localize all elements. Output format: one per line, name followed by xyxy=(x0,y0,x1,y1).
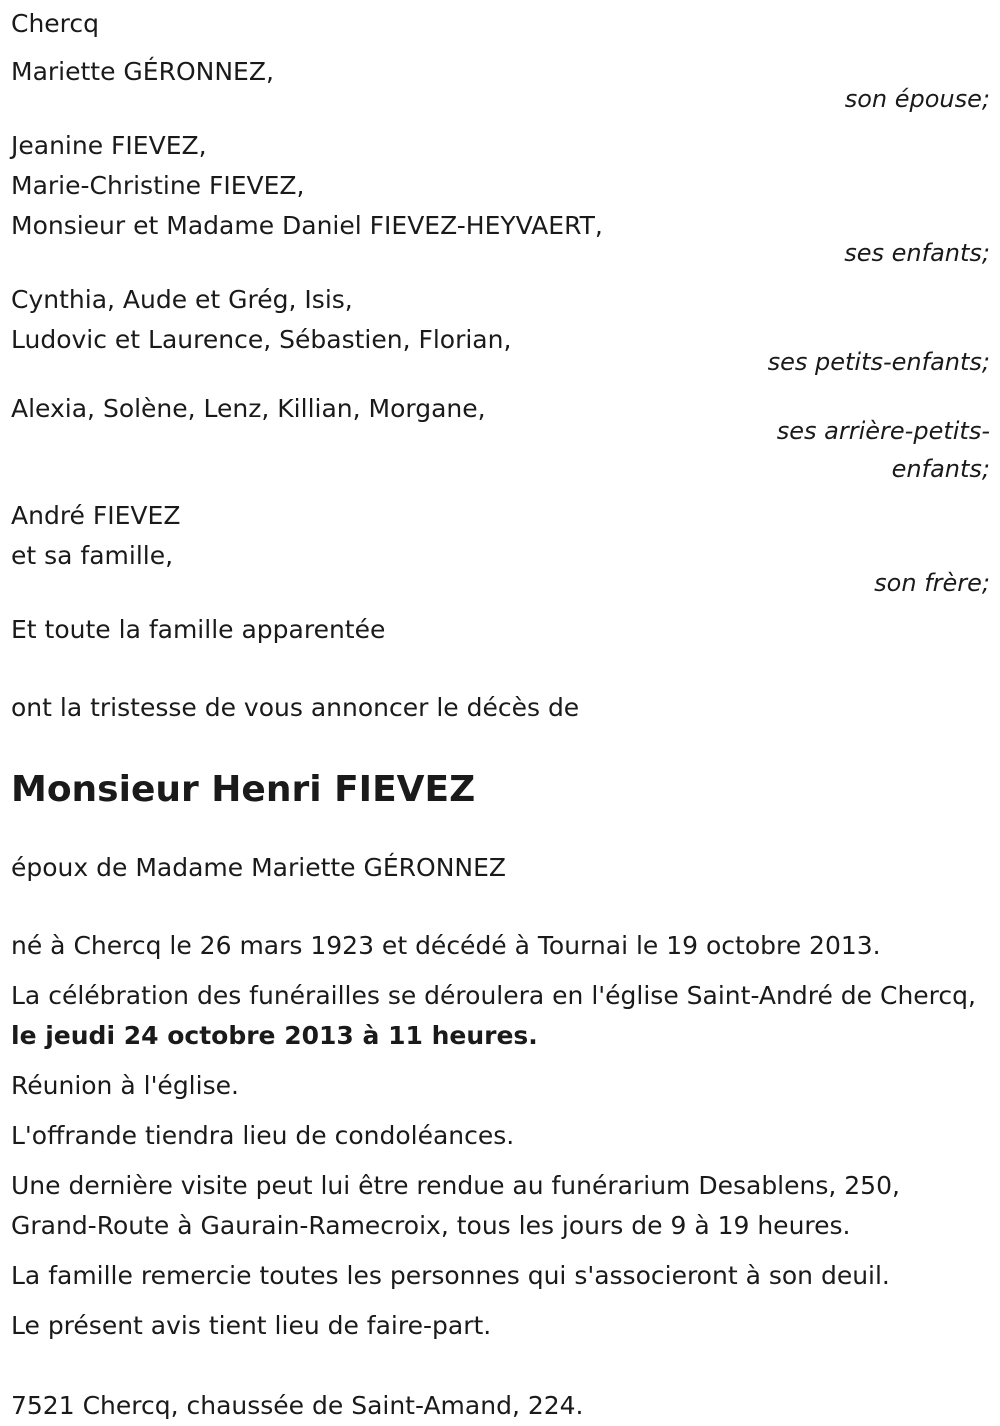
family-name-line: Marie-Christine FIEVEZ, xyxy=(11,171,305,200)
spouse-block xyxy=(11,52,990,118)
relation-label: ses arrière-petits- xyxy=(776,417,990,445)
offering-line: L'offrande tiendra lieu de condoléances. xyxy=(11,1121,515,1150)
family-name-line: Cynthia, Aude et Grég, Isis, xyxy=(11,285,353,314)
family-name-line: Monsieur et Madame Daniel FIEVEZ-HEYVAERT, xyxy=(11,211,603,240)
obituary-notice xyxy=(11,4,990,1426)
funeral-date: le jeudi 24 octobre 2013 à 11 heures. xyxy=(11,1021,538,1050)
announcement-intro: ont la tristesse de vous annoncer le décès de xyxy=(11,693,580,722)
grandchildren-block xyxy=(11,280,990,381)
visit-paragraph: Une dernière visite peut lui être rendue au funérarium Desablens, 250, Grand-Route à Gaurain-Ramecroix, tous les jours de 9 à 19 heures. xyxy=(11,1171,900,1240)
family-name-line: Mariette GÉRONNEZ, xyxy=(11,57,274,86)
family-name-line: Jeanine FIEVEZ, xyxy=(11,131,207,160)
spouse-of-line: époux de Madame Mariette GÉRONNEZ xyxy=(11,853,507,882)
relation-label: son épouse; xyxy=(844,85,990,113)
place-header: Chercq xyxy=(11,9,100,38)
thanks-line: La famille remercie toutes les personnes qui s'associeront à son deuil. xyxy=(11,1261,890,1290)
meeting-line: Réunion à l'église. xyxy=(11,1071,239,1100)
family-name-line: Ludovic et Laurence, Sébastien, Florian, xyxy=(11,325,512,354)
funeral-text: La célébration des funérailles se déroulera en l'église Saint-André de Chercq, xyxy=(11,981,976,1010)
brother-block xyxy=(11,496,990,602)
children-block xyxy=(11,126,990,272)
family-name-line: André FIEVEZ xyxy=(11,501,181,530)
relation-label: ses enfants; xyxy=(844,239,990,267)
family-name-line: et sa famille, xyxy=(11,541,174,570)
family-name-line: Alexia, Solène, Lenz, Killian, Morgane, xyxy=(11,394,486,423)
deceased-name: Monsieur Henri FIEVEZ xyxy=(11,769,476,810)
notice-line: Le présent avis tient lieu de faire-part. xyxy=(11,1311,492,1340)
relation-label: ses petits-enfants; xyxy=(767,348,990,376)
great-grandchildren-block xyxy=(11,389,990,488)
relation-label-continued: enfants; xyxy=(891,455,990,483)
extended-family-line: Et toute la famille apparentée xyxy=(11,615,386,644)
funeral-paragraph xyxy=(11,976,990,1056)
address-line: 7521 Chercq, chaussée de Saint-Amand, 224. xyxy=(11,1391,584,1420)
relation-label: son frère; xyxy=(874,569,990,597)
birth-death-line: né à Chercq le 26 mars 1923 et décédé à Tournai le 19 octobre 2013. xyxy=(11,931,881,960)
